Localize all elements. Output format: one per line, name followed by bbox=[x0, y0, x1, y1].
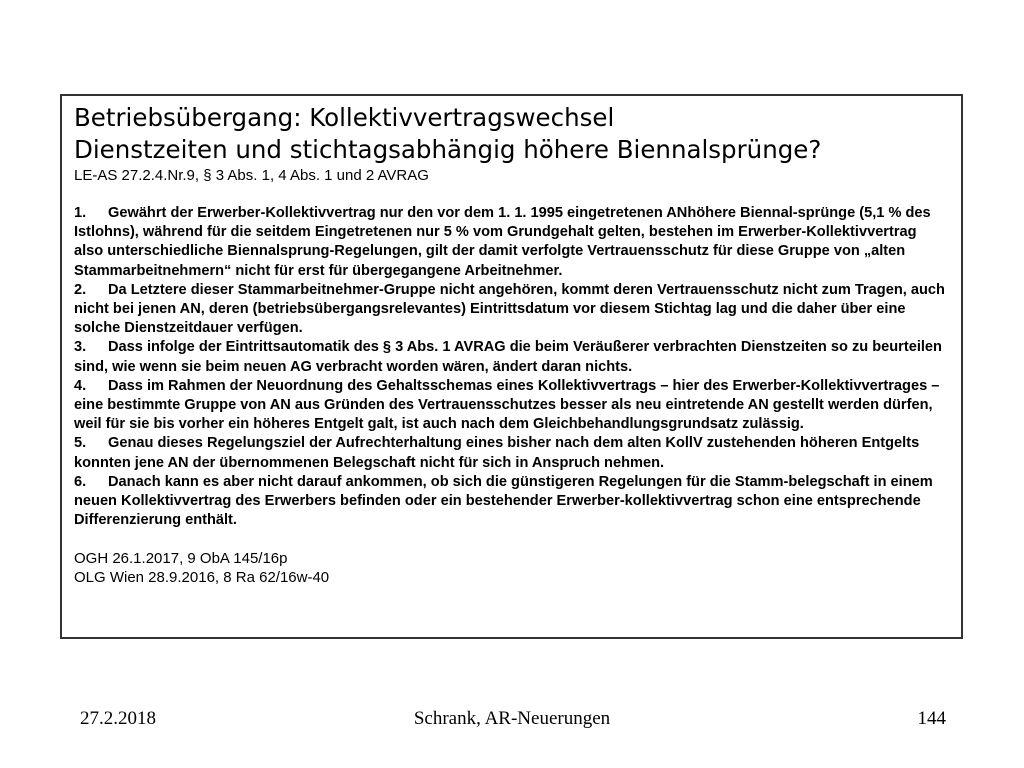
item-number: 1. bbox=[74, 205, 87, 221]
list-item bbox=[74, 377, 949, 435]
item-text: Dass infolge der Eintrittsautomatik des § 3 Abs. 1 AVRAG die beim Veräußerer verbrachten Dienstzeiten so zu beurteilen sind, wie wenn sie beim neuen AG verbracht worden wären, ändert daran nichts. bbox=[74, 339, 942, 375]
spacer bbox=[74, 530, 949, 549]
list-item bbox=[74, 281, 949, 339]
item-number: 6. bbox=[74, 473, 87, 490]
content-box bbox=[60, 94, 963, 639]
footer-author: Schrank, AR-Neuerungen bbox=[413, 708, 611, 729]
list-item bbox=[74, 473, 949, 531]
item-number: 5. bbox=[74, 435, 87, 452]
item-number: 4. bbox=[74, 377, 87, 394]
item-text: Gewährt der Erwerber-Kollektivvertrag nur den vor dem 1. 1. 1995 eingetretenen ANhöhere Biennal-sprünge (5,1 % des Istlohns), während für die seitdem Eingetretenen nur 5 % vom Grundgehalt gelten, bestehen im Erwerber-Kollektivvertrag also unterschiedliche Biennalsprung-Regelungen, gilt der damit verfolgte Vertrauensschutz für diese Gruppe von „alten Stammarbeitnehmern“ nicht für erst für übergegangene Arbeitnehmer. bbox=[74, 205, 931, 279]
item-text: Da Letztere dieser Stammarbeitnehmer-Gruppe nicht angehören, kommt deren Vertrauensschutz nicht zum Tragen, auch nicht bei jenen AN, deren (betriebsübergangsrelevantes) Eintrittsdatum vor diesem Stichtag lag und die daher über eine solche Dienstzeitdauer verfügen. bbox=[74, 281, 945, 337]
item-text: Genau dieses Regelungsziel der Aufrechterhaltung eines bisher nach dem alten KollV zustehenden höheren Entgelts konnten jene AN der übernommenen Belegschaft nicht für sich in Anspruch nehmen. bbox=[74, 435, 920, 471]
citation-ogh: OGH 26.1.2017, 9 ObA 145/16p bbox=[74, 550, 288, 568]
slide-title-line1: Betriebsübergang: Kollektivvertragswechsel bbox=[74, 103, 615, 132]
list-item bbox=[74, 434, 949, 472]
list-item bbox=[74, 338, 949, 376]
footer-date: 27.2.2018 bbox=[80, 708, 156, 729]
item-text: Danach kann es aber nicht darauf ankommen, ob sich die günstigeren Regelungen für die Stamm-belegschaft in einem neuen Kollektivvertrag des Erwerbers befinden oder ein bestehender Erwerber-kollektivvertrag schon eine entsprechende Differenzierung enthält. bbox=[74, 473, 933, 529]
slide-title-line2: Dienstzeiten und stichtagsabhängig höhere Biennalsprünge? bbox=[74, 135, 822, 164]
list-item bbox=[74, 204, 949, 281]
page-number: 144 bbox=[917, 708, 946, 729]
item-number: 3. bbox=[74, 339, 87, 356]
item-text: Dass im Rahmen der Neuordnung des Gehaltsschemas eines Kollektivvertrags – hier des Erwerber-Kollektivvertrages – eine bestimmte Gruppe von AN aus Gründen des Vertrauensschutzes besser als neu eintretende AN gestellt werden dürfen, weil für sie bis vorher ein höheres Entgelt galt, ist auch nach dem Gleichbehandlungsgrundsatz zulässig. bbox=[74, 377, 940, 433]
item-number: 2. bbox=[74, 281, 87, 298]
citation-olg: OLG Wien 28.9.2016, 8 Ra 62/16w-40 bbox=[74, 569, 330, 587]
legal-reference: LE-AS 27.2.4.Nr.9, § 3 Abs. 1, 4 Abs. 1 und 2 AVRAG bbox=[74, 167, 429, 184]
